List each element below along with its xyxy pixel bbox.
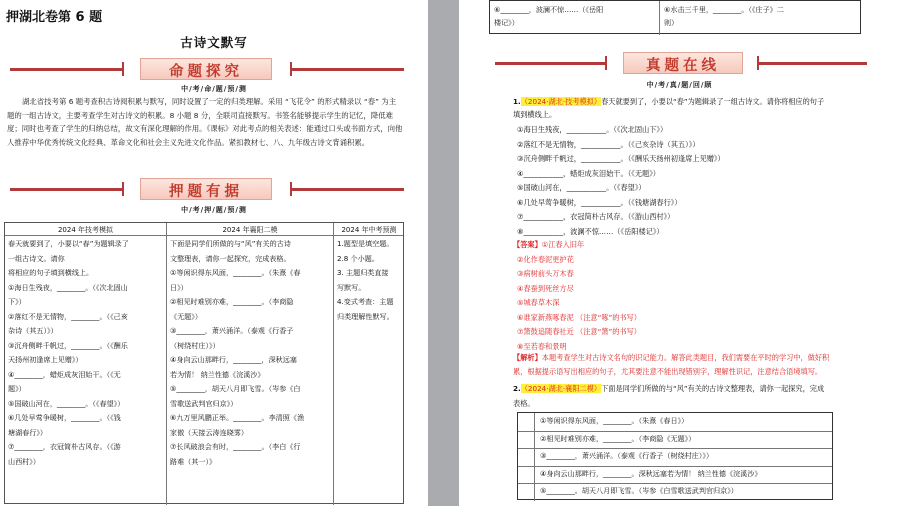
table-cell-line: ①等闲识得东风面，________。（朱熹《春 <box>170 268 301 277</box>
table-cell-line: ⑦________，衣冠简朴古风存。（《游 <box>8 442 121 451</box>
table-cell-line: 家傲（天接云涛连晓雾） <box>170 427 249 437</box>
left-document-page <box>0 0 428 506</box>
question-2-row: ②相见时难别亦难，________。（李商隐《无题》） <box>540 433 696 443</box>
answer-item: ⑥谁家新燕啄春泥 （注意“啄”的书写） <box>517 312 641 322</box>
analysis-line-1: 【解析】本题考查学生对古诗文名句的识记能力。解答此类题目，我们需要在平时的学习中，做好积 <box>513 353 830 362</box>
table-cell-line: 若为情！ 纳兰性德《浣溪沙》 <box>170 369 265 379</box>
table-cell-line: 山西村》） <box>8 456 40 466</box>
carryover-cell-2: ⑥水击三千里，________。（《庄子》二 则） <box>664 5 784 27</box>
table-column-mock <box>8 237 164 469</box>
carryover-cell-1: ⑥________，波澜不惊……（《岳阳 楼记》） <box>494 5 604 27</box>
answer-item: ⑧至若春和景明 <box>517 341 567 351</box>
table-cell-line: ②相见时难别亦难，________。（李商隐 <box>170 297 294 306</box>
table-cell-line: ⑤国破山河在，________。（《春望》） <box>8 398 125 408</box>
table-cell-line: 4.变式考查：主题 <box>337 297 394 306</box>
table-cell-line: 2.8 个小题。 <box>337 253 379 263</box>
question-1-item: ③沉舟侧畔千帆过，___________。（《酬乐天扬州初逢席上见赠》） <box>517 154 725 163</box>
question-1-item: ⑧___________，波澜不惊……（《岳阳楼记》） <box>517 226 664 236</box>
question-2-stem-cont: 表格。 <box>513 399 535 408</box>
table-cell-line: 一组古诗文。请你 <box>8 253 65 263</box>
question-1-item: ⑦___________，衣冠简朴古风存。（《游山西村》） <box>517 212 675 221</box>
table-cell-line: 《无题》） <box>170 311 202 321</box>
table-cell-line: 天扬州初逢席上见赠》） <box>8 355 83 364</box>
banner-zhenti-zaixian: 真题在线 <box>495 52 867 74</box>
table-header-3: 2024 年中考预测 <box>341 226 397 234</box>
question-2-row: ⑤________。胡天八月即飞雪。（岑参《白雪歌送武判官归京》） <box>540 486 738 495</box>
tagline-review: 中/考/真/题/回/顾 <box>646 81 713 89</box>
table-header-2: 2024 年襄阳二模 <box>222 226 278 234</box>
answer-item: ④春蚕到死丝方尽 <box>517 283 574 293</box>
question-1-source-tag: （2024·湖北·技考模拟） <box>520 97 602 106</box>
question-1-item: ①海日生残夜，___________。（《次北固山下》） <box>517 125 668 134</box>
answer-item: ⑦箫鼓追随春社近 （注意“箫”的书写） <box>517 327 641 336</box>
question-2-source-tag: （2024·湖北·襄阳二模） <box>520 384 602 393</box>
question-1-item: ④___________，蜡炬成灰泪始干。（《无题》） <box>517 168 660 178</box>
intro-paragraph: 湖北省技考第 6 题考查积古诗阅积累与默写，同时设置了一定的归类理解。采用 “飞花令” 的形式精录以 “春” 为主题的一组古诗文，主要考查学生对古诗文的积累。8 小题 8 分，全联司直接默写。书签名能够提示学生的记忆，降低难度；同时也考查了学生的归纳总结，故文有深化理解的作用。《课标》对此考点的相关表述：能通过口头或书面方式，向他人推荐中华优秀传统文化经典、革命文化和社会主义先进文化作品。紧扣教材七、八、九年级古诗文背诵积累。 <box>7 97 403 147</box>
answer-line-1: 【答案】①江春入旧年 <box>513 240 585 249</box>
carryover-table <box>489 0 861 34</box>
question-2-stem: 2.（2024·湖北·襄阳二模）下面是同学们所做的与“风”有关的古诗文整理表，请你一起探究，完成 <box>513 384 825 393</box>
table-cell-line: ①海日生残夜，________。（《次北固山 <box>8 282 128 292</box>
document-title: 押湖北卷第 6 题 <box>6 10 103 25</box>
question-1-item: ②落红不是无情物，___________。（《己亥杂诗（其五）》） <box>517 139 700 149</box>
table-cell-line: 1.题型是填空题。 <box>337 239 394 248</box>
answer-item: ⑤城春草木深 <box>517 298 560 307</box>
table-cell-line: ⑥九万里风鹏正举。________。李清照《渔 <box>170 413 305 422</box>
table-cell-line: ⑦长风破浪会有时，________。（李白《行 <box>170 442 301 451</box>
table-cell-line: 杂诗（其五）》） <box>8 326 58 335</box>
table-cell-line: ④________，蜡炬成灰泪始干。（《无 <box>8 369 121 379</box>
table-cell-line: ③沉舟侧畔千帆过，________。（《酬乐 <box>8 340 128 350</box>
banner-mingti-tanjiu: 命题探究 <box>10 58 410 80</box>
table-cell-line: ⑤________，胡天八月即飞雪。（岑参《白 <box>170 384 301 393</box>
table-cell-line: （树绕村庄）》） <box>170 340 220 350</box>
table-column-xiangyang <box>170 237 332 469</box>
table-cell-line: 文整理表，请你一起探究，完成表格。 <box>170 253 291 263</box>
table-header-1: 2024 年技考模拟 <box>57 226 114 234</box>
table-cell-line: 雪歌送武判官归京》） <box>170 398 238 408</box>
table-cell-line: 塘湖春行》） <box>8 427 48 437</box>
table-cell-line: 下》） <box>8 297 26 306</box>
table-cell-line: 日》） <box>170 282 188 292</box>
tagline-basis: 中/考/押/题/预/测 <box>181 206 247 214</box>
question-1-item: ⑤国破山河在，___________。（《春望》） <box>517 183 646 192</box>
section-subtitle: 古诗文默写 <box>180 35 248 50</box>
analysis-line-2: 累，根据提示语写出相应的句子，尤其要注意不能出现错别字，理解性识记，注意结合语境填写。 <box>513 367 823 376</box>
table-cell-line: ②落红不是无情物，________。（《己亥 <box>8 311 128 321</box>
question-2-row: ③________，萧兴涌洋。（泰观《行香子（树绕村庄）》） <box>540 451 714 460</box>
table-cell-line: ③________，萧兴涌洋。（泰观《行香子 <box>170 326 294 335</box>
table-cell-line: 春天就要到了，小要以“春”为题辑录了 <box>8 239 129 248</box>
table-cell-line: 路难（其一）》 <box>170 456 217 466</box>
banner-yati-youju: 押题有据 <box>10 178 410 200</box>
table-cell-line: ⑥几处早莺争暖树，________。（《钱 <box>8 413 121 422</box>
right-document-page <box>459 0 900 506</box>
table-cell-line: ④身向云山那畔行，________，深秋远塞 <box>170 355 297 364</box>
table-cell-line: 将相应的句子填到横线上。 <box>8 268 94 277</box>
comparison-table <box>4 222 404 504</box>
tagline-prediction: 中/考/命/题/预/测 <box>181 85 247 93</box>
question-1-stem-cont: 填到横线上。 <box>513 110 557 119</box>
answer-item: ③病树前头万木春 <box>517 269 574 278</box>
question-2-row: ①等闲识得东风面，________。（朱熹《春日》） <box>540 416 689 425</box>
table-cell-line: 归类理解性默写。 <box>337 311 394 321</box>
question-1-item: ⑥几处早莺争暖树，___________。（《钱塘湖春行》） <box>517 197 682 207</box>
table-cell-line: 下面是同学们所做的与“风”有关的古诗 <box>170 239 291 248</box>
question-2-row: ④身向云山那畔行，________。深秋远塞若为情！ 纳兰性德《浣溪沙》 <box>540 468 762 478</box>
table-cell-line: 题》） <box>8 384 26 393</box>
question-2-table <box>517 412 833 500</box>
table-cell-line: 写默写。 <box>337 282 366 292</box>
table-column-prediction <box>337 237 403 324</box>
table-cell-line: 3. 主题归类直接 <box>337 268 389 277</box>
answer-item: ②化作春泥更护花 <box>517 254 574 264</box>
question-1-stem: 1.（2024·湖北·技考模拟）春天就要到了，小要以“春”为题辑录了一组古诗文。请你将相应的句子 <box>513 97 825 106</box>
